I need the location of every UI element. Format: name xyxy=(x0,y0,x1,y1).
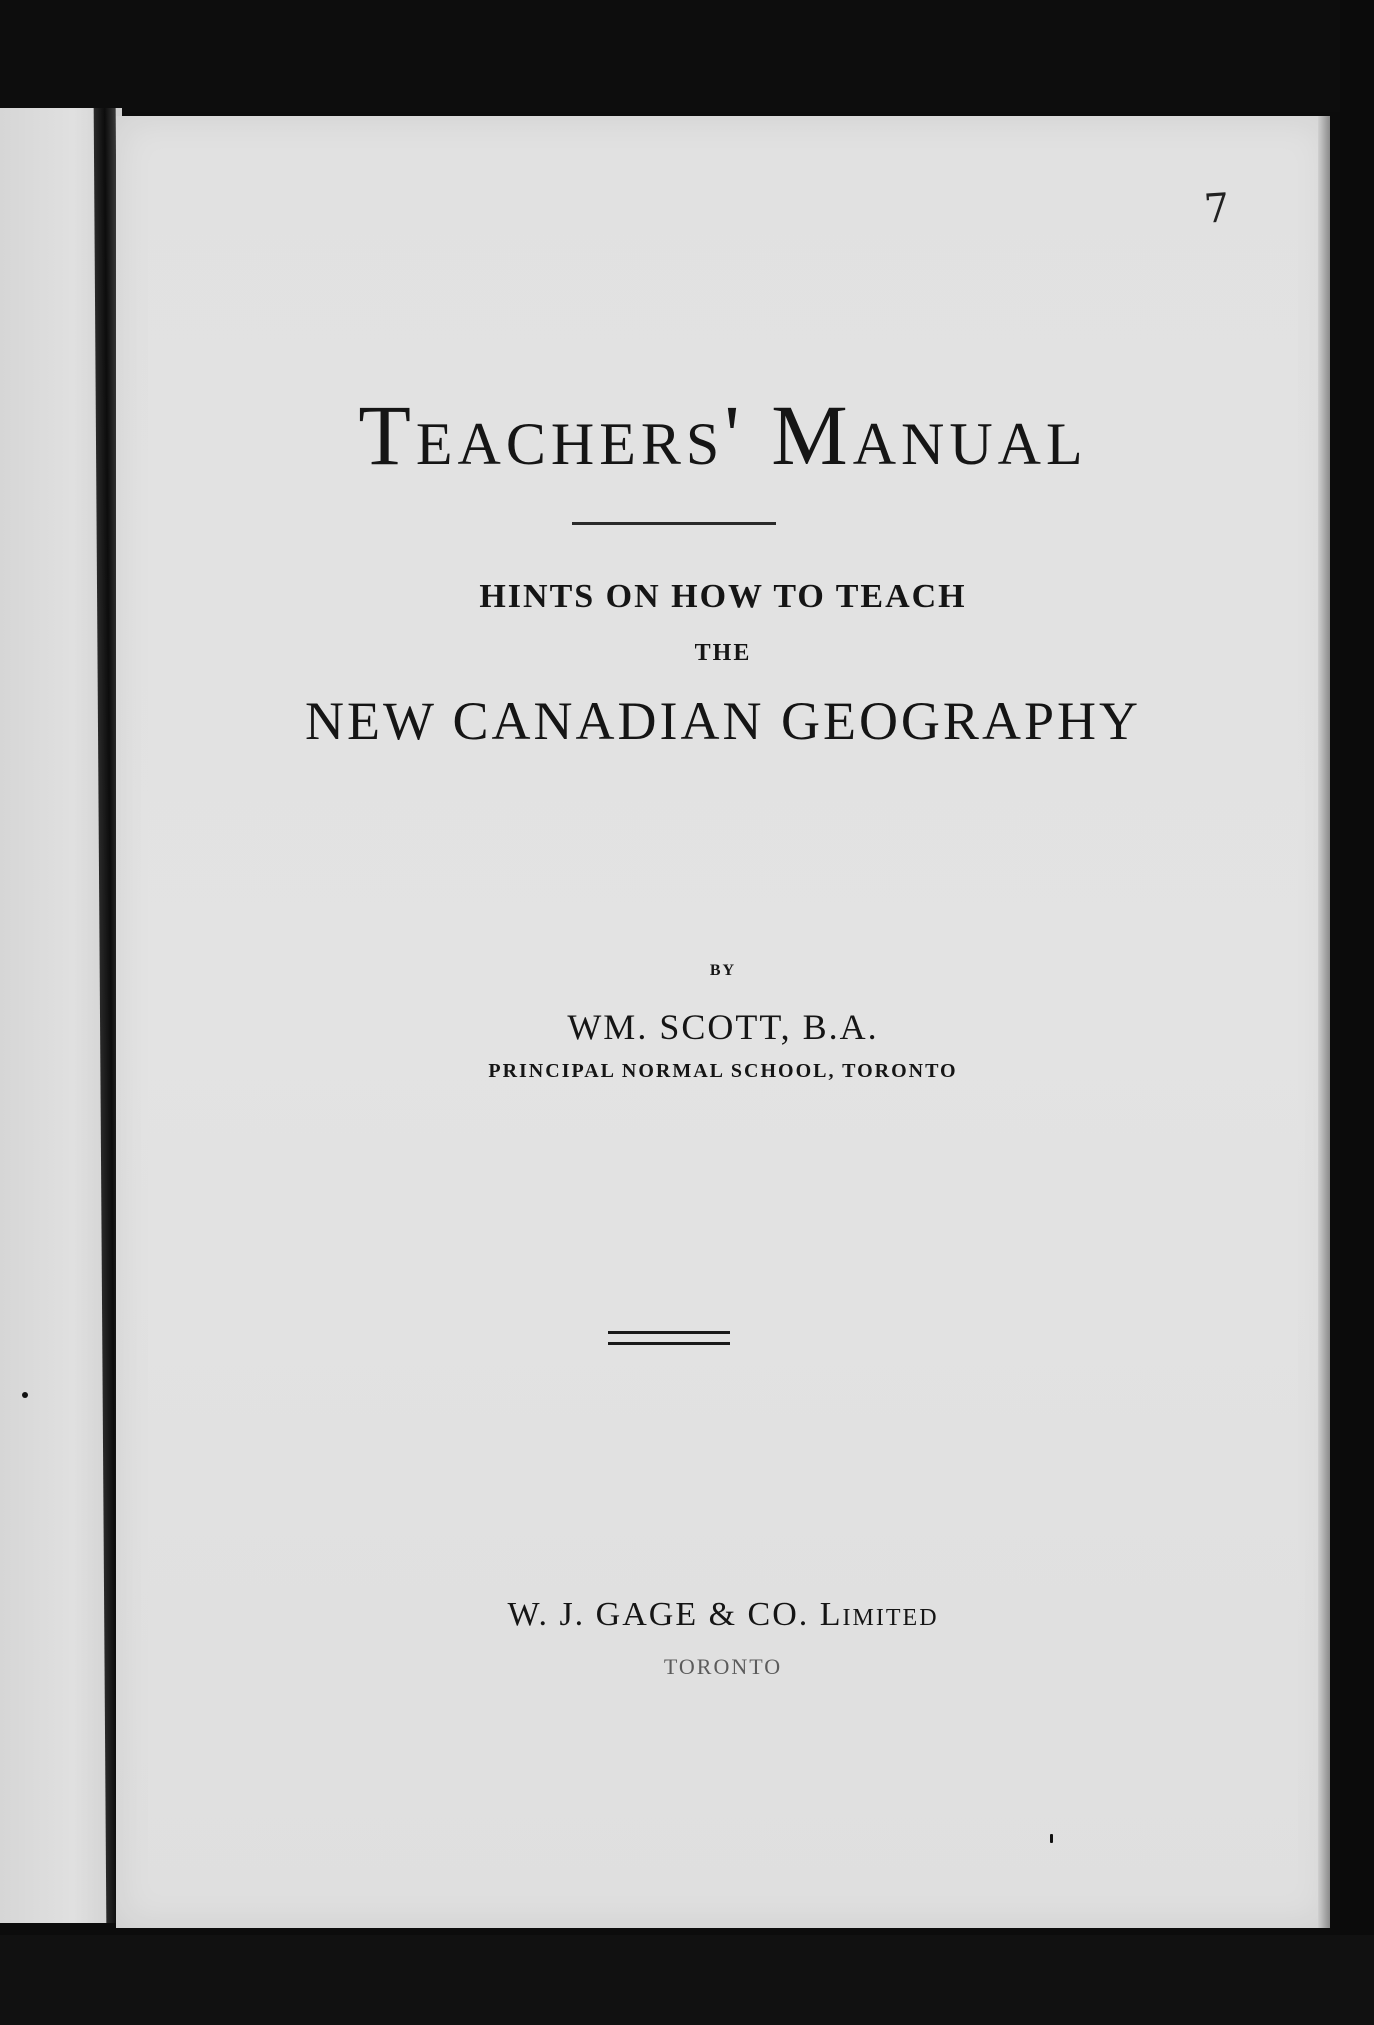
title-rule xyxy=(572,522,776,525)
publisher-name: W. J. GAGE & CO. Limited xyxy=(507,1596,939,1633)
scan-speck xyxy=(22,1392,28,1398)
double-rule-top xyxy=(608,1331,730,1334)
book-title: Teachers' Manual xyxy=(358,387,1088,483)
scan-border-right xyxy=(1340,0,1374,2025)
by-label: BY xyxy=(709,962,737,979)
author-name: WM. SCOTT, B.A. xyxy=(567,1007,879,1047)
publisher-city: TORONTO xyxy=(663,1654,783,1679)
scan-border-bottom xyxy=(0,1935,1374,2025)
subtitle-line-1: HINTS ON HOW TO TEACH xyxy=(479,578,967,615)
author-position: PRINCIPAL NORMAL SCHOOL, TORONTO xyxy=(488,1060,958,1082)
margin-annotation: 7 xyxy=(1202,185,1232,233)
scan-speck xyxy=(1050,1834,1053,1843)
book-subject: NEW CANADIAN GEOGRAPHY xyxy=(305,691,1141,751)
subtitle-line-2: THE xyxy=(694,640,752,666)
double-rule-bottom xyxy=(608,1342,730,1345)
scan-border-top xyxy=(0,0,1374,112)
